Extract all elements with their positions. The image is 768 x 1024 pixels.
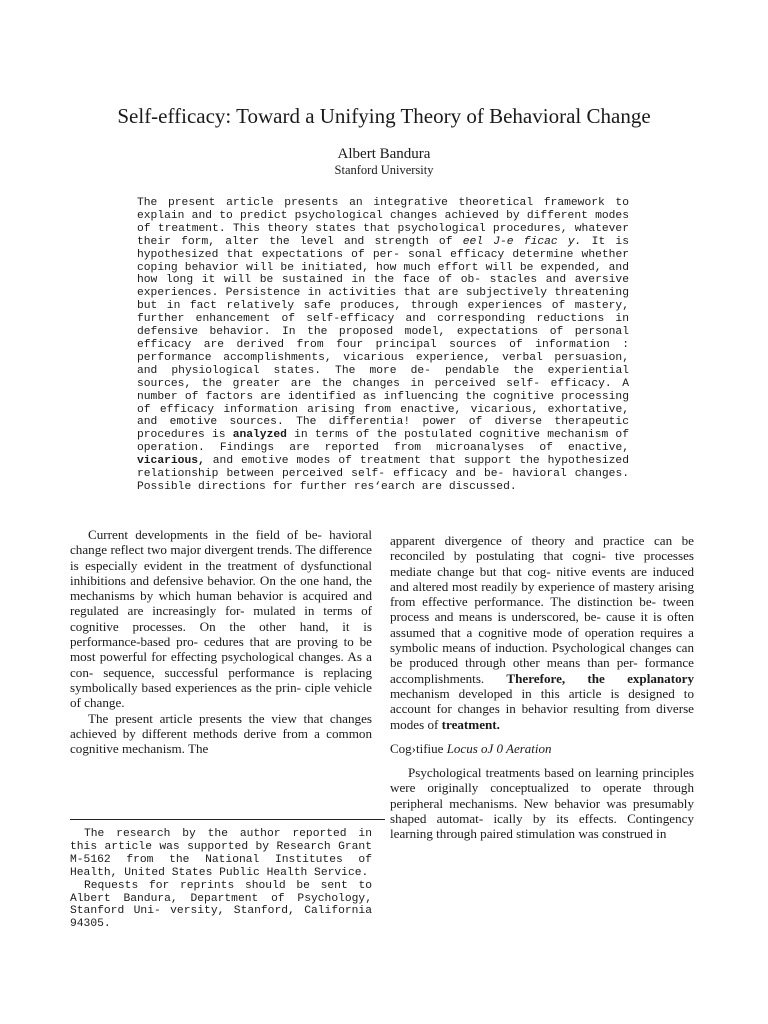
body-bold-text: Therefore, the explanatory: [506, 670, 694, 686]
abstract-text: It is hypothesized that expectations of per- sonal efficacy determine whether coping behavior will be initiated, how much effort will be expended, and how long it will be sustained in the face of ob- stacles and aversive experiences. Persistence in activities that are subjectively threatening but in fact relatively safe produces, through experiences of mastery, further enhancement of self-efficacy and corresponding reductions in defensive behavior. In the proposed model, expectations of personal efficacy are derived from four principal sources of information : performance accomplishments, vicarious experience, verbal persuasion, and physiological states. The more de- pendable the experiential sources, the greater are the changes in perceived self- efficacy. A number of factors are identified as influencing the cognitive processing of efficacy information arising from enactive, vicarious, exhortative, and emotive sources. The differentia! power of diverse therapeutic procedures is: [137, 235, 629, 442]
body-paragraph: The present article presents the view that changes achieved by different methods derive from a common cognitive mechanism. The: [70, 710, 372, 757]
footnotes: [70, 828, 372, 931]
abstract-text: The present article presents an integrative theoretical framework to explain and to predict psychological changes achieved by different modes of treatment. This theory states that psychological procedures, whatever their form, alter the level and strength of: [137, 197, 629, 248]
footnote-divider: [70, 819, 385, 820]
section-heading: [390, 741, 694, 756]
body-text: apparent divergence of theory and practice can be reconciled by postulating that cogni- tive processes mediate change but that cog- nitive events are induced and altered most readily by experience of mastery arising from effective performance. The distinction be- tween process and means is underscored, be- cause it is often assumed that a cognitive mode of operation requires a symbolic means of induction. Psychological changes can be produced through other means than per- formance accomplishments.: [390, 533, 694, 686]
section-heading-text: Cog›tifiue: [390, 740, 447, 756]
abstract-italic-term: eel J-e ficac y.: [462, 235, 582, 248]
right-column: [390, 533, 694, 842]
author-name: Albert Bandura: [337, 146, 431, 162]
body-paragraph: Current developments in the field of be- havioral change reflect two major divergent trends. The difference is especially evident in the treatment of dysfunctional inhibitions and defensive behavior. On the one hand, the mechanisms by which human behavior is acquired and regulated are increasingly for- mulated in terms of cognitive processes. On the other hand, it is performance-based pro- cedures that are proving to be most powerful for effecting psychological changes. As a con- sequence, successful performance is replacing symbolically based experiences as the prin- ciple vehicle of change.: [70, 527, 372, 711]
abstract-text: in terms of the postulated cognitive mechanism of operation. Findings are reported from microanalyses of enactive,: [137, 429, 629, 455]
body-bold-text: treatment.: [441, 716, 500, 732]
footnote-reprints: Requests for reprints should be sent to Albert Bandura, Department of Psychology, Stanford Uni- versity, Stanford, California 94305.: [70, 879, 372, 931]
section-heading-italic: Locus oJ 0 Aeration: [446, 740, 552, 756]
left-column: [70, 527, 372, 756]
footnote-funding: The research by the author reported in this article was supported by Research Grant M-5162 from the National Institutes of Health, United States Public Health Service.: [70, 828, 372, 879]
abstract-bold-term: analyzed: [232, 429, 287, 442]
body-text: mechanism developed in this article is designed to account for changes in behavior resulting from diverse modes of: [390, 685, 694, 732]
article-title: Self-efficacy: Toward a Unifying Theory of Behavioral Change: [117, 104, 651, 128]
abstract-bold-term: vicarious,: [137, 455, 205, 468]
abstract: [137, 197, 629, 494]
body-paragraph: Psychological treatments based on learning principles were originally conceptualized to operate through peripheral mechanisms. New behavior was presumably shaped automat- ically by its effects. Contingency learning through paired stimulation was construed in: [390, 765, 694, 842]
author-affiliation: Stanford University: [334, 163, 434, 177]
body-paragraph: [390, 533, 694, 732]
abstract-text: and emotive modes of treatment that support the hypothesized relationship between perceived self- efficacy and be- havioral changes. Possible directions for further res‘earch are discussed.: [137, 455, 629, 493]
